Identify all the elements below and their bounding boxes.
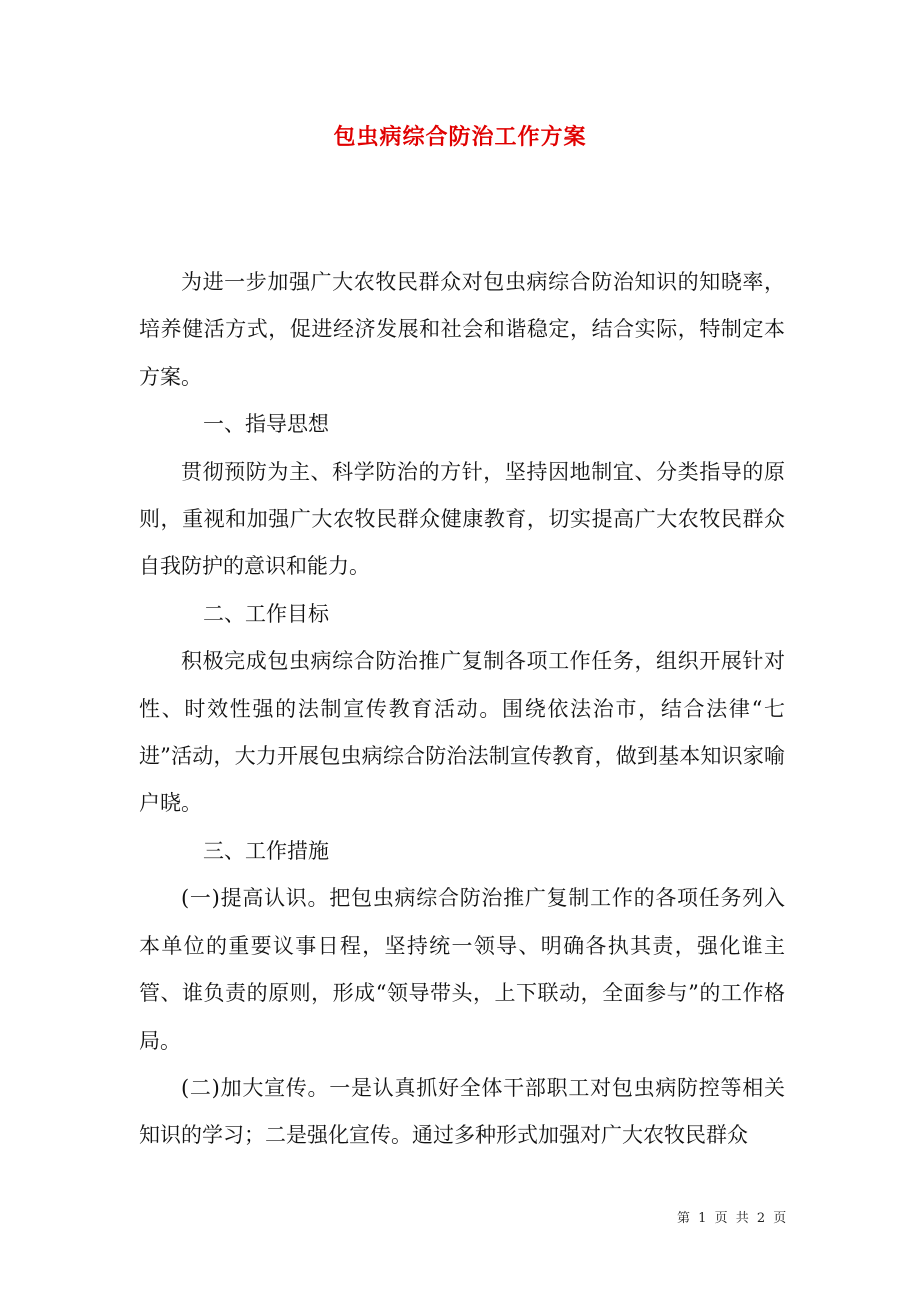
- section-paragraph: (二)加大宣传。一是认真抓好全体干部职工对包虫病防控等相关知识的学习；二是强化宣传。通过多种形式加强对广大农牧民群众: [139, 1075, 785, 1148]
- total-pages-number: 2: [756, 1211, 768, 1226]
- intro-paragraph: 为进一步加强广大农牧民群众对包虫病综合防治知识的知晓率，培养健活方式，促进经济发展和社会和谐稳定，结合实际，特制定本方案。: [139, 270, 785, 389]
- page-label-mid: 页 共: [714, 1211, 751, 1226]
- document-title: 包虫病综合防治工作方案: [333, 124, 587, 150]
- section-heading-guiding-principle: 一、指导思想: [203, 412, 329, 437]
- page-label-prefix: 第: [677, 1211, 693, 1226]
- page-label-suffix: 页: [773, 1211, 789, 1226]
- current-page-number: 1: [698, 1211, 709, 1226]
- page-number-footer: [677, 1207, 788, 1226]
- section-paragraph: 贯彻预防为主、科学防治的方针，坚持因地制宜、分类指导的原则，重视和加强广大农牧民群众健康教育，切实提高广大农牧民群众自我防护的意识和能力。: [139, 459, 785, 579]
- section-paragraph: (一)提高认识。把包虫病综合防治推广复制工作的各项任务列入本单位的重要议事日程，坚持统一领导、明确各执其责，强化谁主管、谁负责的原则，形成“领导带头，上下联动，全面参与”的工作格局。: [139, 886, 785, 1053]
- section-heading-work-measures: 三、工作措施: [203, 838, 329, 863]
- document-body: [139, 259, 785, 1160]
- section-paragraph: 积极完成包虫病综合防治推广复制各项工作任务，组织开展针对性、时效性强的法制宣传教育活动。围绕依法治市，结合法律“七进”活动，大力开展包虫病综合防治法制宣传教育，做到基本知识家喻户晓。: [139, 649, 785, 816]
- section-heading-work-goals: 二、工作目标: [203, 601, 329, 626]
